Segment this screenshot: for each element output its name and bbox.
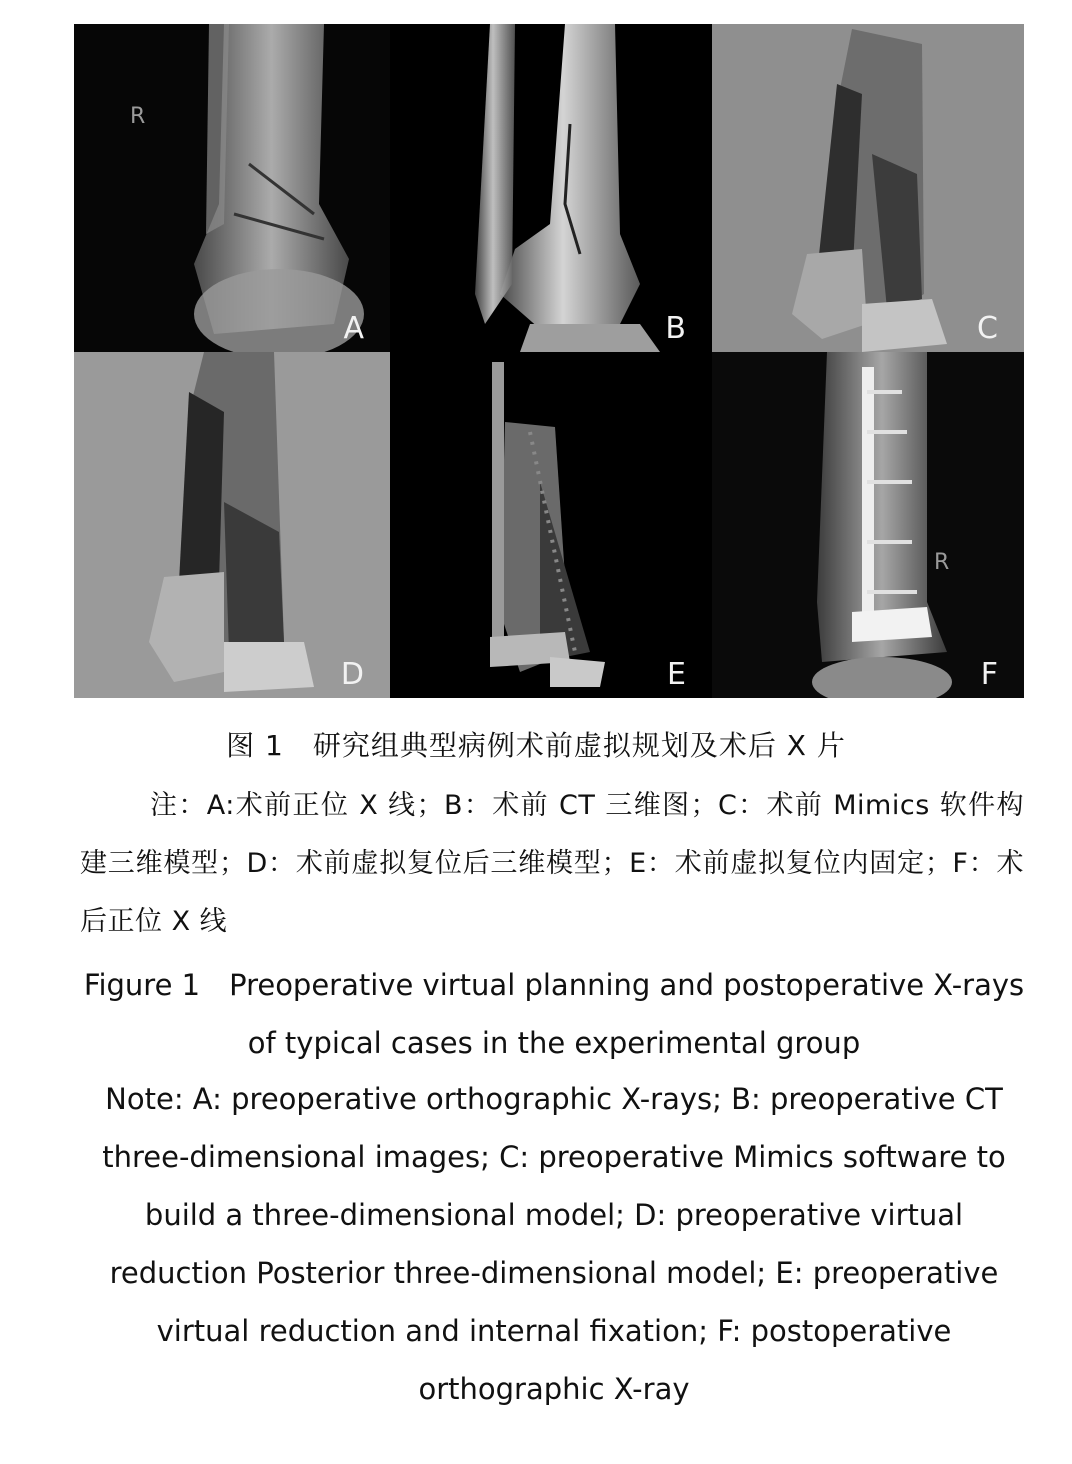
figure-title-en: Figure 1 Preoperative virtual planning and postoperative X-rays of typical cases in the experimental group [83, 968, 1025, 1060]
panel-a [74, 24, 390, 352]
side-marker: R [934, 550, 950, 575]
postop-xray-image [712, 352, 1024, 698]
panel-f [712, 352, 1024, 698]
reduced-model-image [74, 352, 390, 698]
panel-label: C [977, 311, 998, 346]
figure-note-en: Note: A: preoperative orthographic X-rays; B: preoperative CT three-dimensional images; C: preoperative Mimics software to build a three-dimensional model; D: preoperative virtual reduction Posterior three-dimensional model; E: preoperative virtual reduction and internal fixation; F: postoperative orthographic X-ray [102, 1082, 1006, 1406]
ct-3d-image [390, 24, 712, 352]
side-marker: R [130, 104, 146, 129]
mimics-model-image [712, 24, 1024, 352]
panel-label: B [665, 311, 686, 346]
panel-c [712, 24, 1024, 352]
fixation-model-image [390, 352, 712, 698]
panel-label: A [343, 311, 364, 346]
panel-label: E [667, 657, 686, 692]
panel-b [390, 24, 712, 352]
panel-e [390, 352, 712, 698]
panel-d [74, 352, 390, 698]
figure-panels [74, 24, 1024, 698]
xray-image [74, 24, 390, 352]
panel-label: D [340, 657, 364, 692]
figure-note-cn: 注：A:术前正位 X 线；B：术前 CT 三维图；C：术前 Mimics 软件构建三维模型；D：术前虚拟复位后三维模型；E：术前虚拟复位内固定；F：术后正位 X 线 [80, 790, 1024, 937]
figure-title-cn: 图 1 研究组典型病例术前虚拟规划及术后 X 片 [226, 729, 846, 762]
panel-label: F [980, 657, 998, 692]
